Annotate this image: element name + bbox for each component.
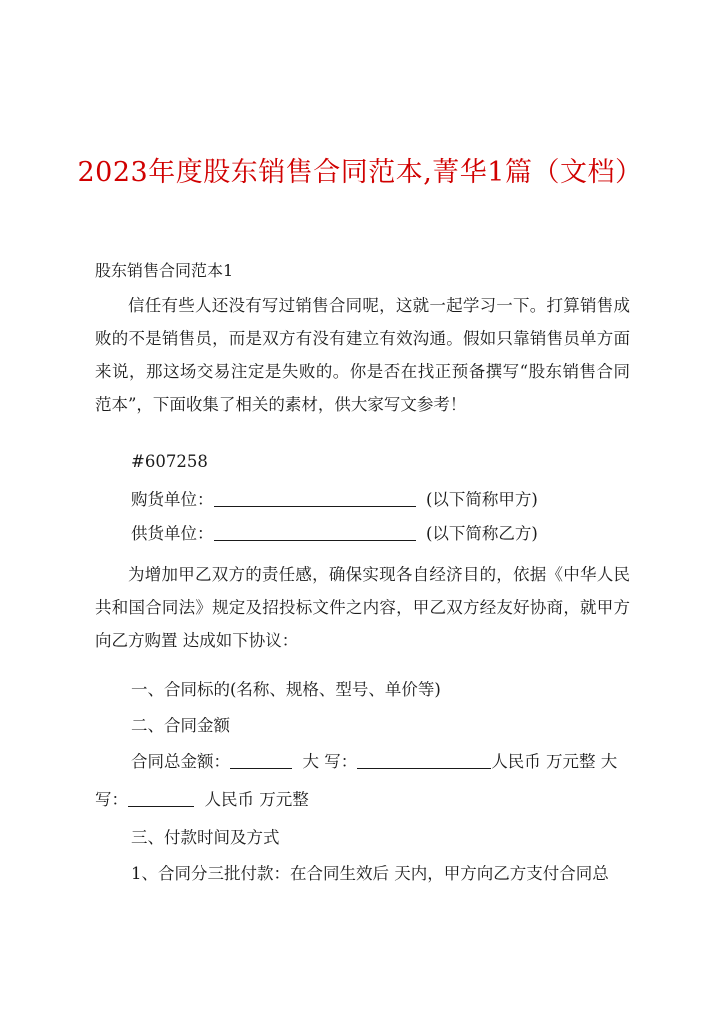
buyer-blank bbox=[214, 505, 416, 507]
document-number: #607258 bbox=[131, 452, 208, 471]
amount-tail: 人民币 万元整 大 bbox=[491, 752, 618, 771]
supplier-blank bbox=[214, 539, 416, 541]
buyer-line bbox=[131, 486, 538, 510]
clause-1: 一、合同标的(名称、规格、型号、单价等) bbox=[131, 680, 441, 699]
buyer-label: 购货单位： bbox=[131, 490, 214, 509]
amount-blank bbox=[230, 767, 292, 769]
amount-line2-tail: 人民币 万元整 bbox=[204, 790, 309, 809]
section-heading: 股东销售合同范本1 bbox=[95, 261, 234, 280]
purpose-paragraph: 为增加甲乙双方的责任感，确保实现各自经济目的，依据《中华人民共和国合同法》规定及招投标文件之内容，甲乙双方经友好协商，就甲方向乙方购置 达成如下协议： bbox=[95, 565, 630, 650]
intro-paragraph: 信任有些人还没有写过销售合同呢，这就一起学习一下。打算销售成败的不是销售员，而是双方有没有建立有效沟通。假如只靠销售员单方面来说，那这场交易注定是失败的。你是否在找正预备撰写“股东销售合同范本”，下面收集了相关的素材，供大家写文参考！ bbox=[95, 296, 630, 414]
buyer-suffix: (以下简称甲方) bbox=[426, 490, 538, 509]
amount-line2-blank bbox=[128, 805, 194, 807]
clause-2: 二、合同金额 bbox=[131, 716, 230, 735]
amount-line bbox=[131, 748, 617, 772]
amount-daxie: 大 写： bbox=[302, 752, 358, 771]
supplier-label: 供货单位： bbox=[131, 524, 214, 543]
amount-line2-label: 写： bbox=[95, 790, 128, 809]
amount-line-2 bbox=[95, 786, 309, 810]
supplier-suffix: (以下简称乙方) bbox=[426, 524, 538, 543]
document-title: 2023年度股东销售合同范本,菁华1篇（文档） bbox=[77, 157, 643, 188]
supplier-line bbox=[131, 520, 538, 544]
amount-daxie-blank bbox=[357, 767, 491, 769]
amount-label: 合同总金额： bbox=[131, 752, 230, 771]
payment-item-1: 1、合同分三批付款：在合同生效后 天内，甲方向乙方支付合同总 bbox=[131, 864, 609, 883]
clause-3: 三、付款时间及方式 bbox=[131, 828, 280, 847]
